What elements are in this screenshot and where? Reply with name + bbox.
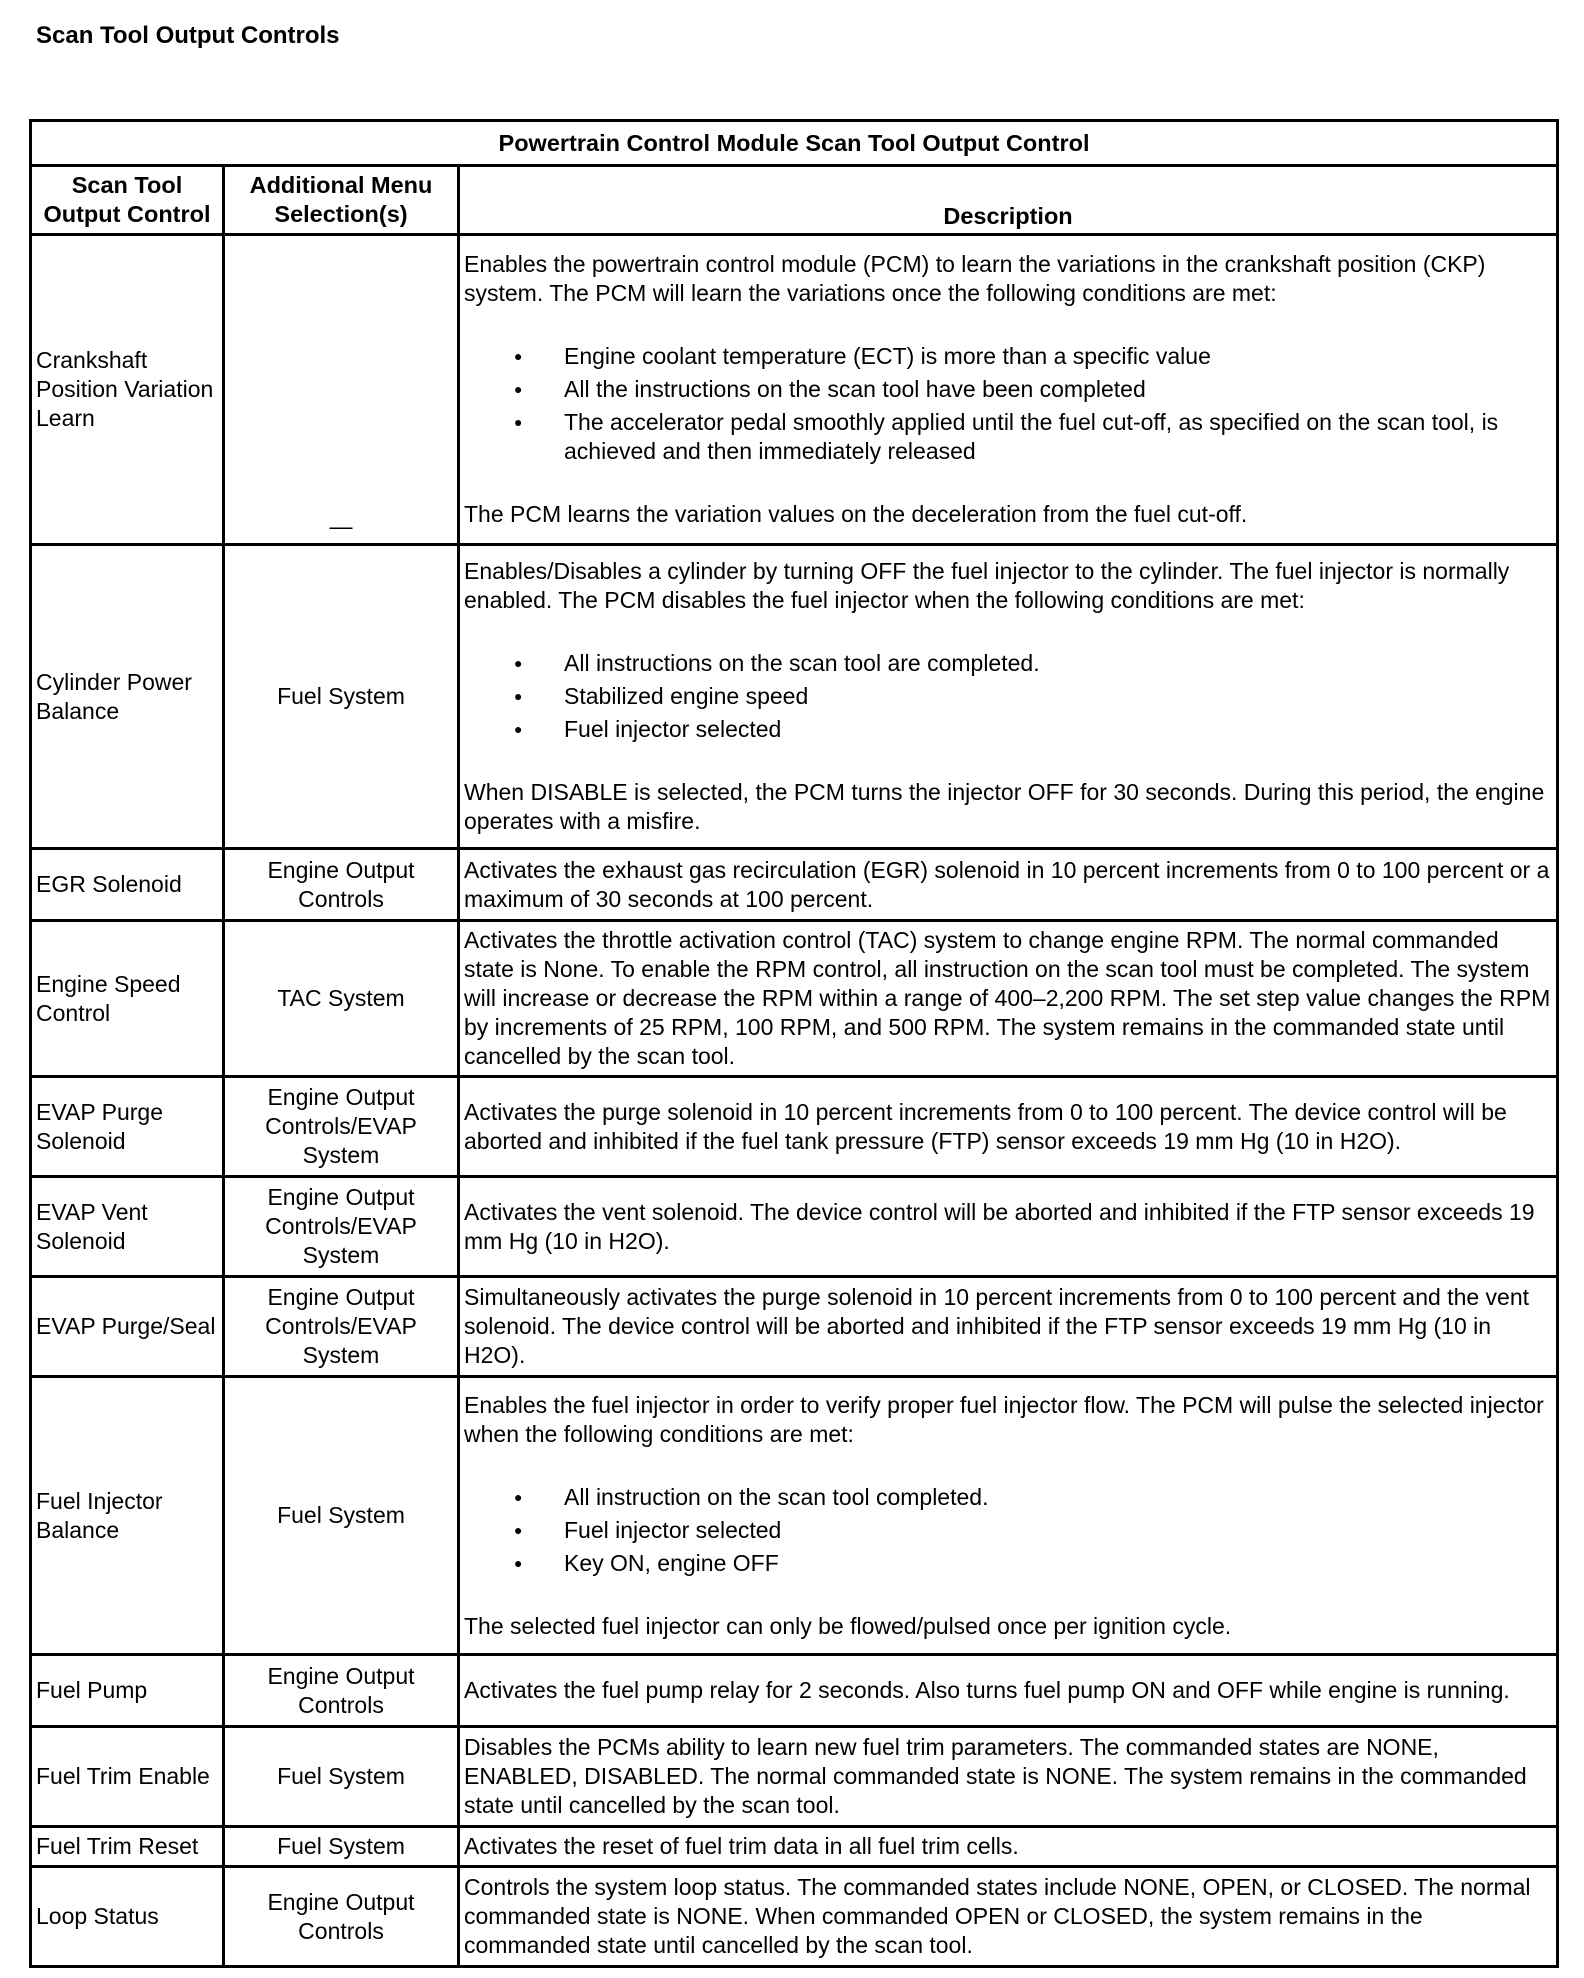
cell-menu: Engine Output Controls	[224, 849, 459, 921]
cell-control: Crankshaft Position Variation Learn	[31, 235, 224, 545]
table-row	[31, 1377, 1558, 1655]
cell-menu: Fuel System	[224, 1377, 459, 1655]
table-row	[31, 921, 1558, 1077]
cell-menu: Fuel System	[224, 1827, 459, 1867]
cell-control: Cylinder Power Balance	[31, 545, 224, 849]
cell-description	[459, 235, 1558, 545]
cell-menu: —	[224, 235, 459, 545]
cell-control: Fuel Pump	[31, 1655, 224, 1727]
list-item: ● All instruction on the scan tool completed.	[464, 1483, 1552, 1512]
cell-description: Disables the PCMs ability to learn new fuel trim parameters. The commanded states are NONE, ENABLED, DISABLED. The normal commanded state is NONE. The system remains in the commanded state until cancelled by the scan tool.	[459, 1727, 1558, 1827]
list-item: ● Fuel injector selected	[464, 715, 1552, 744]
cell-control: EVAP Purge Solenoid	[31, 1077, 224, 1177]
table-row	[31, 1177, 1558, 1277]
condition-list	[464, 342, 1552, 466]
cell-description: Activates the throttle activation control (TAC) system to change engine RPM. The normal commanded state is None. To enable the RPM control, all instruction on the scan tool must be completed. The system will increase or decrease the RPM within a range of 400–2,200 RPM. The set step value changes the RPM by increments of 25 RPM, 100 RPM, and 500 RPM. The system remains in the commanded state until cancelled by the scan tool.	[459, 921, 1558, 1077]
table-row	[31, 1727, 1558, 1827]
description-outro: When DISABLE is selected, the PCM turns the injector OFF for 30 seconds. During this period, the engine operates with a misfire.	[464, 779, 1545, 834]
description-intro: Enables the powertrain control module (PCM) to learn the variations in the crankshaft position (CKP) system. The PCM will learn the variations once the following conditions are met:	[464, 251, 1486, 306]
list-item: ● The accelerator pedal smoothly applied until the fuel cut-off, as specified on the scan tool, is achieved and then immediately released	[464, 408, 1552, 466]
list-item: ● All instructions on the scan tool are completed.	[464, 649, 1552, 678]
cell-menu: Engine Output Controls/EVAP System	[224, 1177, 459, 1277]
cell-menu: Engine Output Controls	[224, 1867, 459, 1967]
cell-control: Fuel Trim Reset	[31, 1827, 224, 1867]
header-description: Description	[459, 166, 1558, 235]
cell-description: Activates the purge solenoid in 10 percent increments from 0 to 100 percent. The device control will be aborted and inhibited if the fuel tank pressure (FTP) sensor exceeds 19 mm Hg (10 in H2O).	[459, 1077, 1558, 1177]
table-row	[31, 235, 1558, 545]
list-item: ● Engine coolant temperature (ECT) is more than a specific value	[464, 342, 1552, 371]
table-row	[31, 1077, 1558, 1177]
cell-description: Activates the reset of fuel trim data in all fuel trim cells.	[459, 1827, 1558, 1867]
cell-control: EVAP Purge/Seal	[31, 1277, 224, 1377]
cell-menu: Engine Output Controls/EVAP System	[224, 1077, 459, 1177]
description-intro: Enables the fuel injector in order to verify proper fuel injector flow. The PCM will pulse the selected injector when the following conditions are met:	[464, 1391, 1544, 1447]
cell-description: Controls the system loop status. The commanded states include NONE, OPEN, or CLOSED. The normal commanded state is NONE. When commanded OPEN or CLOSED, the system remains in the commanded state until cancelled by the scan tool.	[459, 1867, 1558, 1967]
description-outro: The PCM learns the variation values on the deceleration from the fuel cut-off.	[464, 501, 1248, 527]
list-item: ● Stabilized engine speed	[464, 682, 1552, 711]
condition-list	[464, 1483, 1552, 1578]
cell-description	[459, 545, 1558, 849]
list-item: ● Fuel injector selected	[464, 1516, 1552, 1545]
cell-menu: Fuel System	[224, 545, 459, 849]
cell-menu: Engine Output Controls/EVAP System	[224, 1277, 459, 1377]
table-row	[31, 1827, 1558, 1867]
header-control: Scan Tool Output Control	[31, 166, 224, 235]
cell-description: Activates the fuel pump relay for 2 seconds. Also turns fuel pump ON and OFF while engine is running.	[459, 1655, 1558, 1727]
cell-description: Simultaneously activates the purge solenoid in 10 percent increments from 0 to 100 percent and the vent solenoid. The device control will be aborted and inhibited if the FTP sensor exceeds 19 mm Hg (10 in H2O).	[459, 1277, 1558, 1377]
cell-menu: TAC System	[224, 921, 459, 1077]
description-outro: The selected fuel injector can only be flowed/pulsed once per ignition cycle.	[464, 1612, 1232, 1639]
output-control-table	[29, 119, 1559, 1968]
cell-control: Fuel Trim Enable	[31, 1727, 224, 1827]
cell-description: Activates the exhaust gas recirculation (EGR) solenoid in 10 percent increments from 0 to 100 percent or a maximum of 30 seconds at 100 percent.	[459, 849, 1558, 921]
table-row	[31, 1655, 1558, 1727]
cell-control: EGR Solenoid	[31, 849, 224, 921]
cell-control: Engine Speed Control	[31, 921, 224, 1077]
cell-description: Activates the vent solenoid. The device control will be aborted and inhibited if the FTP sensor exceeds 19 mm Hg (10 in H2O).	[459, 1177, 1558, 1277]
table-row	[31, 1277, 1558, 1377]
header-menu: Additional Menu Selection(s)	[224, 166, 459, 235]
condition-list	[464, 649, 1552, 744]
page-title: Scan Tool Output Controls	[36, 22, 340, 49]
table-caption: Powertrain Control Module Scan Tool Output Control	[31, 121, 1558, 166]
cell-description	[459, 1377, 1558, 1655]
cell-menu: Fuel System	[224, 1727, 459, 1827]
cell-control: EVAP Vent Solenoid	[31, 1177, 224, 1277]
table-row	[31, 849, 1558, 921]
table-row	[31, 545, 1558, 849]
cell-control: Fuel Injector Balance	[31, 1377, 224, 1655]
cell-menu: Engine Output Controls	[224, 1655, 459, 1727]
list-item: ● All the instructions on the scan tool have been completed	[464, 375, 1552, 404]
table-row	[31, 1867, 1558, 1967]
list-item: ● Key ON, engine OFF	[464, 1549, 1552, 1578]
cell-control: Loop Status	[31, 1867, 224, 1967]
description-intro: Enables/Disables a cylinder by turning OFF the fuel injector to the cylinder. The fuel injector is normally enabled. The PCM disables the fuel injector when the following conditions are met:	[464, 558, 1510, 613]
